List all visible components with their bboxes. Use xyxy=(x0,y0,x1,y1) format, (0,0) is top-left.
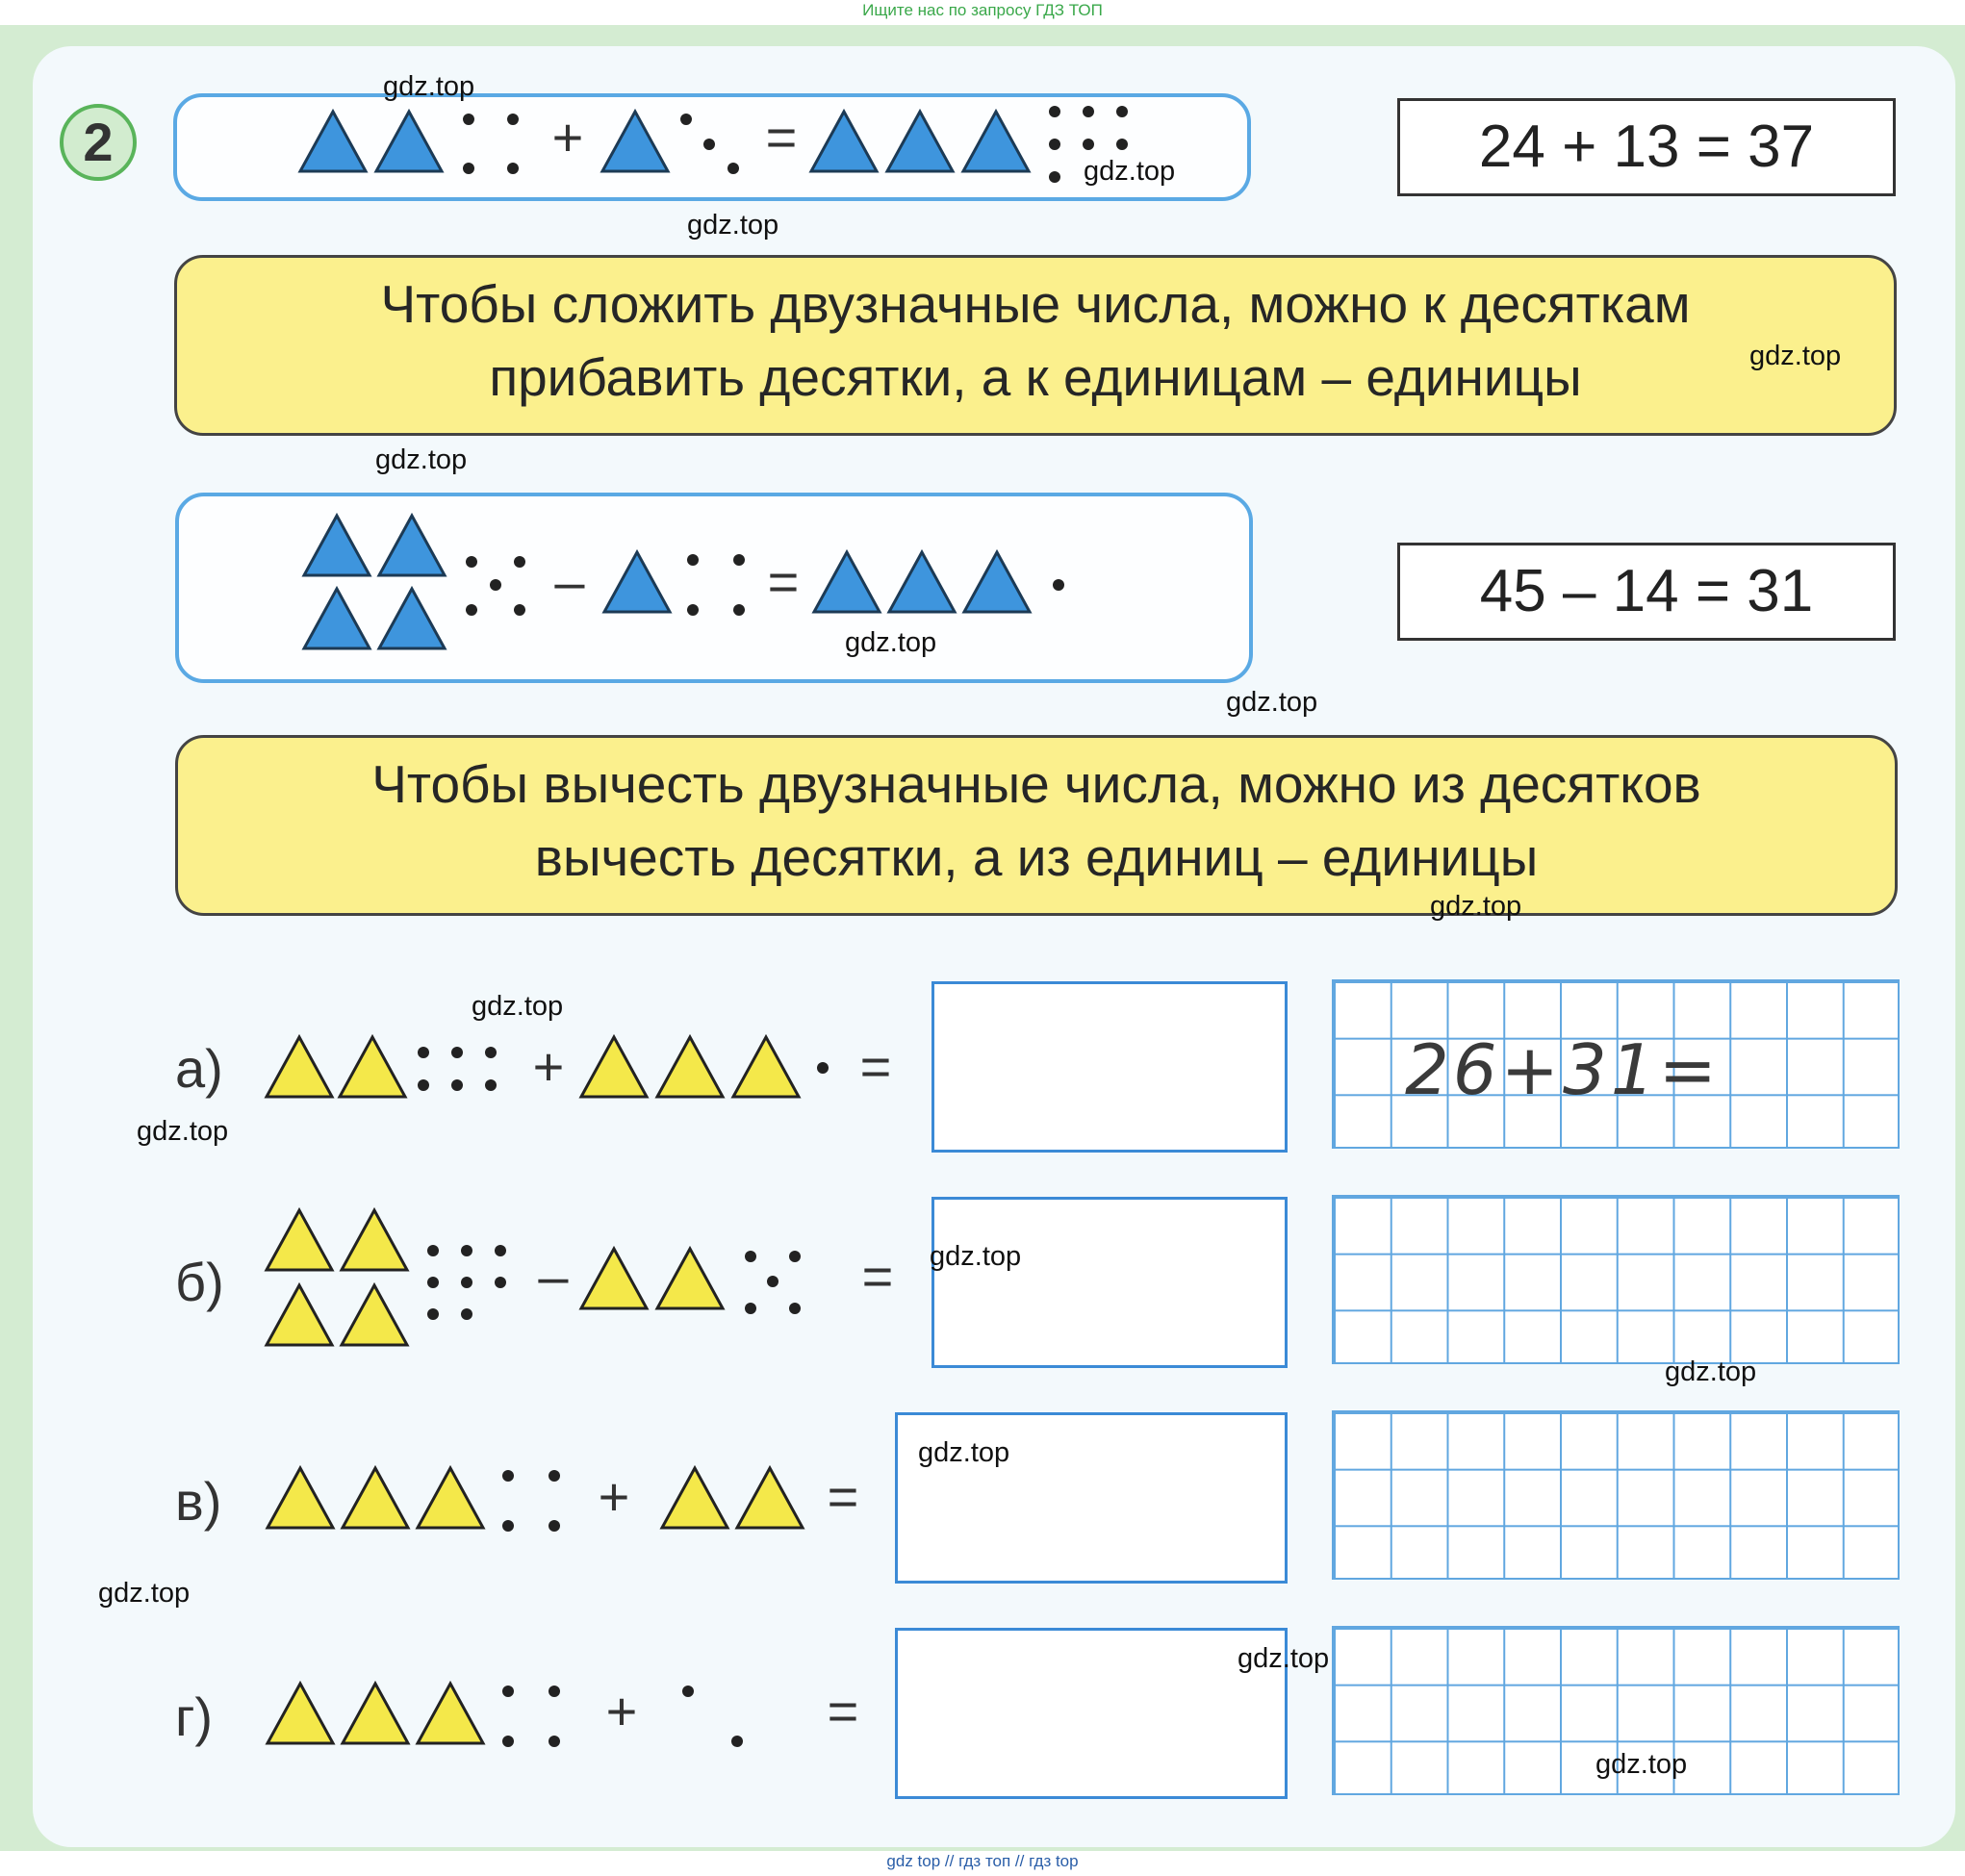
yellow-triangle xyxy=(733,1037,799,1097)
blue-triangle xyxy=(814,552,880,612)
watermark: gdz.top xyxy=(375,444,468,475)
yellow-triangle xyxy=(581,1037,647,1097)
yellow-triangle xyxy=(657,1249,723,1308)
equals-sign: = xyxy=(767,551,800,612)
watermark: gdz.top xyxy=(98,1578,191,1609)
watermark: gdz.top xyxy=(383,71,475,102)
blue-triangle xyxy=(889,552,955,612)
plus-sign: + xyxy=(551,107,584,167)
exercise-v-label: в) xyxy=(175,1471,222,1532)
subtraction-rule-line1: Чтобы вычесть двузначные числа, можно из десятков xyxy=(371,754,1701,814)
yellow-triangle xyxy=(581,1249,647,1308)
addition-rule-line1: Чтобы сложить двузначные числа, можно к десяткам xyxy=(380,274,1691,334)
dot xyxy=(1049,171,1060,183)
yellow-triangle xyxy=(418,1468,483,1528)
equals-sign: = xyxy=(827,1466,859,1527)
watermark: gdz.top xyxy=(1084,156,1176,187)
yellow-triangle xyxy=(268,1468,333,1528)
dot xyxy=(463,163,474,174)
watermark: gdz.top xyxy=(687,210,779,241)
blue-triangle xyxy=(602,112,668,171)
yellow-triangle xyxy=(662,1468,727,1528)
dot xyxy=(507,163,519,174)
watermark: gdz.top xyxy=(1665,1356,1757,1387)
yellow-triangle xyxy=(267,1210,332,1270)
watermark: gdz.top xyxy=(845,627,937,658)
exercise-g-label: г) xyxy=(175,1686,214,1747)
yellow-triangle xyxy=(343,1468,408,1528)
plus-sign: + xyxy=(532,1036,565,1097)
blue-triangle xyxy=(811,112,877,171)
dot xyxy=(1083,139,1094,150)
blue-triangle xyxy=(379,589,445,648)
yellow-triangle xyxy=(342,1210,407,1270)
plus-sign: + xyxy=(605,1681,638,1741)
yellow-triangle xyxy=(267,1285,332,1345)
watermark: gdz.top xyxy=(1238,1643,1330,1674)
watermark: gdz.top xyxy=(472,991,564,1022)
dot xyxy=(1116,139,1128,150)
yellow-triangle xyxy=(657,1037,723,1097)
minus-sign: – xyxy=(538,1246,569,1306)
bottom-note: gdz top // гдз топ // гдз top xyxy=(886,1852,1079,1870)
subtraction-rule-line2: вычесть десятки, а из единиц – единицы xyxy=(534,827,1539,887)
watermark: gdz.top xyxy=(137,1116,229,1147)
plus-sign: + xyxy=(598,1466,630,1527)
watermark: gdz.top xyxy=(1595,1749,1688,1780)
blue-triangle xyxy=(963,112,1029,171)
yellow-triangle xyxy=(342,1285,407,1345)
example2-equation: 45 – 14 = 31 xyxy=(1397,543,1896,641)
example1-equation: 24 + 13 = 37 xyxy=(1397,98,1896,196)
exercise-a-handwritten: 26+31= xyxy=(1405,1029,1721,1110)
yellow-triangle xyxy=(267,1037,332,1097)
exercise-b-label: б) xyxy=(175,1252,224,1312)
yellow-triangle xyxy=(268,1684,333,1743)
dot xyxy=(463,114,474,125)
dot xyxy=(507,114,519,125)
task-number-badge: 2 xyxy=(60,104,137,181)
blue-triangle xyxy=(376,112,442,171)
top-note: Ищите нас по запросу ГДЗ ТОП xyxy=(862,1,1103,19)
dot xyxy=(703,139,715,150)
dot xyxy=(680,114,692,125)
watermark: gdz.top xyxy=(918,1437,1010,1468)
blue-triangle xyxy=(304,516,370,575)
watermark: gdz.top xyxy=(930,1241,1022,1272)
blue-triangle xyxy=(300,112,366,171)
yellow-triangle xyxy=(343,1684,408,1743)
equals-sign: = xyxy=(859,1036,892,1097)
yellow-triangle xyxy=(737,1468,803,1528)
yellow-triangle xyxy=(340,1037,405,1097)
equals-sign: = xyxy=(765,107,798,167)
equals-sign: = xyxy=(861,1246,894,1306)
dot xyxy=(1049,139,1060,150)
addition-rule-line2: прибавить десятки, а к единицам – единицы xyxy=(489,347,1582,407)
watermark: gdz.top xyxy=(1430,891,1522,922)
dot xyxy=(1083,106,1094,117)
dot xyxy=(727,163,739,174)
blue-triangle xyxy=(887,112,953,171)
equals-sign: = xyxy=(827,1681,859,1741)
blue-triangle xyxy=(379,516,445,575)
blue-triangle xyxy=(964,552,1030,612)
blue-triangle xyxy=(304,589,370,648)
minus-sign: – xyxy=(554,551,585,612)
dot xyxy=(1049,106,1060,117)
blue-triangle xyxy=(604,552,670,612)
exercise-a-label: а) xyxy=(175,1038,223,1099)
dot xyxy=(1116,106,1128,117)
watermark: gdz.top xyxy=(1226,687,1318,718)
yellow-triangle xyxy=(418,1684,483,1743)
watermark: gdz.top xyxy=(1749,341,1842,371)
